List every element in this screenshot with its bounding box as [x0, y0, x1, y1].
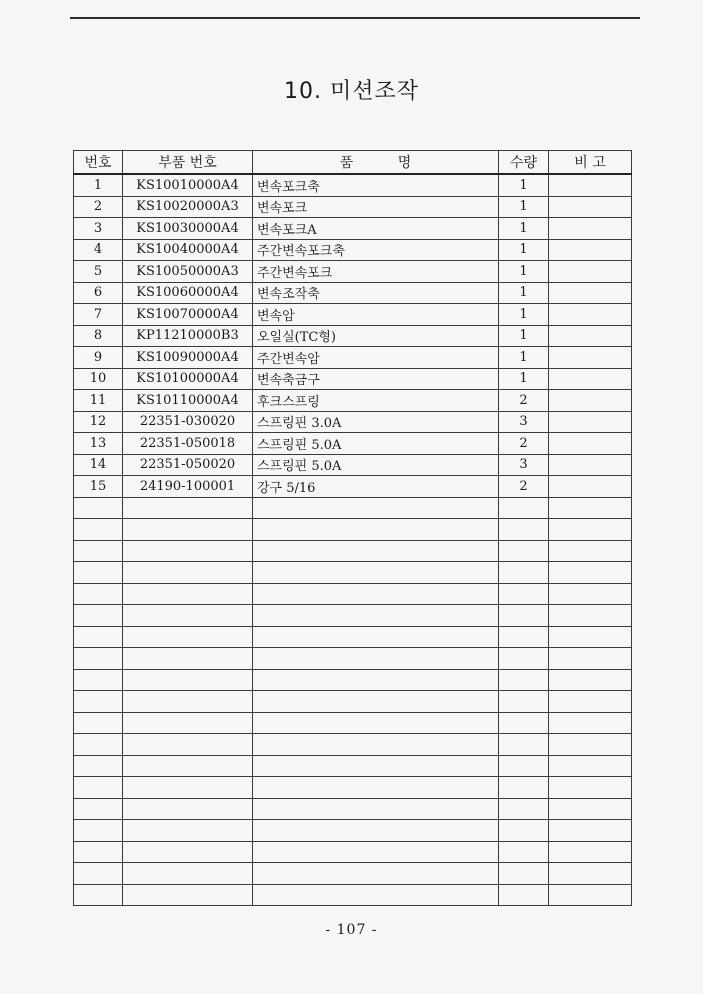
- cell-no: 15: [74, 476, 123, 498]
- empty-table-row: [74, 519, 632, 541]
- cell-remarks: [549, 325, 632, 347]
- cell-name-empty: [253, 777, 499, 799]
- cell-qty: 3: [499, 411, 549, 433]
- cell-name-empty: [253, 648, 499, 670]
- cell-remarks-empty: [549, 712, 632, 734]
- cell-no-empty: [74, 798, 123, 820]
- page-title: 10. 미션조작: [284, 79, 419, 104]
- cell-remarks-empty: [549, 669, 632, 691]
- cell-part-no-empty: [123, 841, 253, 863]
- cell-part-no: KS10010000A4: [123, 174, 253, 196]
- cell-remarks: [549, 433, 632, 455]
- cell-remarks: [549, 261, 632, 283]
- cell-no-empty: [74, 820, 123, 842]
- cell-part-no-empty: [123, 712, 253, 734]
- cell-no: 8: [74, 325, 123, 347]
- cell-no-empty: [74, 755, 123, 777]
- cell-part-no: 22351-050018: [123, 433, 253, 455]
- table-row: [74, 218, 632, 240]
- cell-no: 5: [74, 261, 123, 283]
- cell-qty-empty: [499, 583, 549, 605]
- cell-part-no-empty: [123, 626, 253, 648]
- cell-part-no-empty: [123, 734, 253, 756]
- cell-name-empty: [253, 519, 499, 541]
- cell-no-empty: [74, 777, 123, 799]
- cell-remarks-empty: [549, 884, 632, 906]
- cell-qty-empty: [499, 669, 549, 691]
- table-row: [74, 390, 632, 412]
- cell-part-no-empty: [123, 497, 253, 519]
- cell-remarks-empty: [549, 841, 632, 863]
- cell-name: 변속포크축: [253, 174, 499, 196]
- cell-no: 13: [74, 433, 123, 455]
- cell-part-no-empty: [123, 798, 253, 820]
- cell-part-no: 22351-030020: [123, 411, 253, 433]
- cell-remarks: [549, 282, 632, 304]
- cell-name: 후크스프링: [253, 390, 499, 412]
- cell-name-empty: [253, 669, 499, 691]
- cell-no: 12: [74, 411, 123, 433]
- header-name: 품 명: [253, 151, 499, 175]
- cell-no-empty: [74, 734, 123, 756]
- table-row: [74, 196, 632, 218]
- cell-qty: 1: [499, 174, 549, 196]
- empty-table-row: [74, 583, 632, 605]
- cell-no-empty: [74, 583, 123, 605]
- cell-name: 변속포크A: [253, 218, 499, 240]
- cell-qty-empty: [499, 841, 549, 863]
- cell-qty: 1: [499, 282, 549, 304]
- cell-remarks-empty: [549, 562, 632, 584]
- cell-qty: 1: [499, 368, 549, 390]
- cell-part-no-empty: [123, 540, 253, 562]
- cell-name: 주간변속포크: [253, 261, 499, 283]
- cell-remarks-empty: [549, 820, 632, 842]
- cell-name-empty: [253, 605, 499, 627]
- cell-part-no: KS10030000A4: [123, 218, 253, 240]
- cell-remarks: [549, 239, 632, 261]
- cell-remarks: [549, 218, 632, 240]
- table-row: [74, 368, 632, 390]
- empty-table-row: [74, 798, 632, 820]
- header-part-no: 부품 번호: [123, 151, 253, 175]
- cell-qty-empty: [499, 777, 549, 799]
- cell-qty-empty: [499, 605, 549, 627]
- cell-name-empty: [253, 562, 499, 584]
- cell-qty-empty: [499, 519, 549, 541]
- parts-table: [73, 150, 632, 906]
- cell-name: 변속축금구: [253, 368, 499, 390]
- cell-part-no-empty: [123, 562, 253, 584]
- cell-part-no-empty: [123, 605, 253, 627]
- cell-remarks-empty: [549, 648, 632, 670]
- header-no: 번호: [74, 151, 123, 175]
- table-row: [74, 476, 632, 498]
- cell-qty-empty: [499, 712, 549, 734]
- empty-table-row: [74, 626, 632, 648]
- cell-name: 스프링핀 5.0A: [253, 454, 499, 476]
- cell-name: 스프링핀 5.0A: [253, 433, 499, 455]
- cell-name-empty: [253, 497, 499, 519]
- cell-remarks-empty: [549, 691, 632, 713]
- cell-remarks-empty: [549, 798, 632, 820]
- empty-table-row: [74, 712, 632, 734]
- table-row: [74, 239, 632, 261]
- cell-qty: 2: [499, 476, 549, 498]
- cell-name: 변속포크: [253, 196, 499, 218]
- cell-no: 6: [74, 282, 123, 304]
- cell-name-empty: [253, 798, 499, 820]
- table-header-row: [74, 151, 632, 175]
- cell-part-no: KS10060000A4: [123, 282, 253, 304]
- cell-name-empty: [253, 626, 499, 648]
- cell-part-no-empty: [123, 863, 253, 885]
- cell-no-empty: [74, 863, 123, 885]
- cell-qty-empty: [499, 863, 549, 885]
- cell-name-empty: [253, 712, 499, 734]
- cell-no-empty: [74, 540, 123, 562]
- cell-no-empty: [74, 648, 123, 670]
- cell-qty-empty: [499, 798, 549, 820]
- cell-name-empty: [253, 691, 499, 713]
- cell-no: 9: [74, 347, 123, 369]
- cell-no: 4: [74, 239, 123, 261]
- cell-qty: 1: [499, 239, 549, 261]
- empty-table-row: [74, 777, 632, 799]
- cell-remarks-empty: [549, 497, 632, 519]
- cell-remarks-empty: [549, 755, 632, 777]
- cell-no: 1: [74, 174, 123, 196]
- cell-name: 강구 5/16: [253, 476, 499, 498]
- table-row: [74, 325, 632, 347]
- empty-table-row: [74, 669, 632, 691]
- cell-name-empty: [253, 841, 499, 863]
- cell-no-empty: [74, 562, 123, 584]
- cell-qty: 1: [499, 218, 549, 240]
- cell-part-no-empty: [123, 691, 253, 713]
- table-row: [74, 433, 632, 455]
- parts-table-body: [74, 174, 632, 906]
- cell-part-no-empty: [123, 583, 253, 605]
- empty-table-row: [74, 884, 632, 906]
- cell-qty-empty: [499, 820, 549, 842]
- empty-table-row: [74, 841, 632, 863]
- cell-part-no: KS10040000A4: [123, 239, 253, 261]
- cell-qty-empty: [499, 648, 549, 670]
- cell-qty-empty: [499, 884, 549, 906]
- cell-name: 변속조작축: [253, 282, 499, 304]
- table-row: [74, 454, 632, 476]
- empty-table-row: [74, 863, 632, 885]
- cell-name: 주간변속암: [253, 347, 499, 369]
- cell-part-no-empty: [123, 777, 253, 799]
- empty-table-row: [74, 540, 632, 562]
- cell-part-no: KS10090000A4: [123, 347, 253, 369]
- cell-no: 3: [74, 218, 123, 240]
- cell-part-no: 24190-100001: [123, 476, 253, 498]
- cell-no: 2: [74, 196, 123, 218]
- cell-qty: 1: [499, 196, 549, 218]
- cell-name-empty: [253, 540, 499, 562]
- cell-remarks: [549, 174, 632, 196]
- cell-qty-empty: [499, 562, 549, 584]
- cell-remarks: [549, 368, 632, 390]
- cell-no-empty: [74, 605, 123, 627]
- cell-no-empty: [74, 497, 123, 519]
- empty-table-row: [74, 734, 632, 756]
- table-row: [74, 304, 632, 326]
- cell-no: 7: [74, 304, 123, 326]
- cell-name: 오일실(TC형): [253, 325, 499, 347]
- cell-part-no-empty: [123, 669, 253, 691]
- page-number: - 107 -: [325, 922, 378, 938]
- cell-qty: 1: [499, 347, 549, 369]
- cell-remarks: [549, 476, 632, 498]
- table-row: [74, 174, 632, 196]
- cell-qty-empty: [499, 626, 549, 648]
- cell-remarks: [549, 390, 632, 412]
- cell-part-no: KS10050000A3: [123, 261, 253, 283]
- cell-remarks-empty: [549, 863, 632, 885]
- cell-part-no: KS10020000A3: [123, 196, 253, 218]
- header-remarks: 비 고: [549, 151, 632, 175]
- cell-remarks: [549, 454, 632, 476]
- cell-name-empty: [253, 755, 499, 777]
- cell-part-no-empty: [123, 884, 253, 906]
- table-row: [74, 282, 632, 304]
- cell-qty-empty: [499, 691, 549, 713]
- table-row: [74, 411, 632, 433]
- cell-remarks-empty: [549, 734, 632, 756]
- empty-table-row: [74, 605, 632, 627]
- cell-qty-empty: [499, 755, 549, 777]
- cell-no-empty: [74, 626, 123, 648]
- header-qty: 수량: [499, 151, 549, 175]
- table-row: [74, 347, 632, 369]
- cell-remarks-empty: [549, 583, 632, 605]
- cell-qty: 1: [499, 325, 549, 347]
- cell-part-no: KS10110000A4: [123, 390, 253, 412]
- empty-table-row: [74, 820, 632, 842]
- cell-no-empty: [74, 712, 123, 734]
- cell-part-no: KP11210000B3: [123, 325, 253, 347]
- empty-table-row: [74, 497, 632, 519]
- cell-name-empty: [253, 820, 499, 842]
- cell-part-no-empty: [123, 820, 253, 842]
- cell-qty-empty: [499, 734, 549, 756]
- cell-remarks-empty: [549, 626, 632, 648]
- cell-part-no: KS10100000A4: [123, 368, 253, 390]
- cell-remarks: [549, 196, 632, 218]
- cell-qty: 1: [499, 261, 549, 283]
- cell-qty: 2: [499, 433, 549, 455]
- cell-part-no-empty: [123, 519, 253, 541]
- cell-name: 스프링핀 3.0A: [253, 411, 499, 433]
- cell-no-empty: [74, 691, 123, 713]
- top-rule: [70, 17, 640, 19]
- cell-remarks: [549, 411, 632, 433]
- cell-no: 10: [74, 368, 123, 390]
- cell-remarks: [549, 304, 632, 326]
- cell-name-empty: [253, 884, 499, 906]
- cell-part-no: 22351-050020: [123, 454, 253, 476]
- cell-remarks-empty: [549, 605, 632, 627]
- cell-no: 11: [74, 390, 123, 412]
- cell-remarks-empty: [549, 519, 632, 541]
- cell-no-empty: [74, 884, 123, 906]
- cell-remarks-empty: [549, 540, 632, 562]
- cell-name-empty: [253, 583, 499, 605]
- table-row: [74, 261, 632, 283]
- empty-table-row: [74, 648, 632, 670]
- cell-name-empty: [253, 863, 499, 885]
- cell-qty: 2: [499, 390, 549, 412]
- cell-no-empty: [74, 519, 123, 541]
- cell-part-no: KS10070000A4: [123, 304, 253, 326]
- cell-qty-empty: [499, 540, 549, 562]
- empty-table-row: [74, 755, 632, 777]
- cell-name-empty: [253, 734, 499, 756]
- cell-part-no-empty: [123, 648, 253, 670]
- cell-qty: 1: [499, 304, 549, 326]
- cell-part-no-empty: [123, 755, 253, 777]
- cell-remarks-empty: [549, 777, 632, 799]
- cell-qty: 3: [499, 454, 549, 476]
- cell-remarks: [549, 347, 632, 369]
- cell-no: 14: [74, 454, 123, 476]
- cell-qty-empty: [499, 497, 549, 519]
- empty-table-row: [74, 562, 632, 584]
- cell-no-empty: [74, 841, 123, 863]
- cell-name: 주간변속포크축: [253, 239, 499, 261]
- cell-no-empty: [74, 669, 123, 691]
- cell-name: 변속암: [253, 304, 499, 326]
- empty-table-row: [74, 691, 632, 713]
